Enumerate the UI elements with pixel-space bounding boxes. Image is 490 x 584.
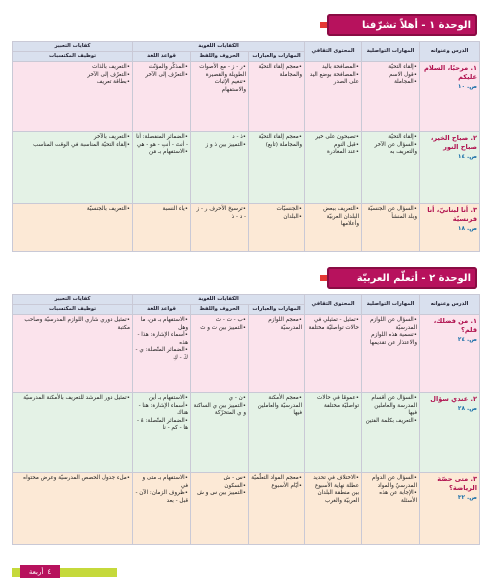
writing-item: •التعرّف إلى الآخر	[87, 71, 131, 78]
grammar-cell	[133, 62, 191, 132]
grammar-cell	[133, 132, 191, 204]
page-footer	[12, 565, 132, 578]
cultural-cell	[305, 473, 362, 545]
comm-item: •السؤال عن الجنسيّة وبلد المنشأ	[367, 206, 418, 220]
lesson-title-cell	[420, 473, 480, 545]
header-group-linguistic: الكفايات اللغوية	[133, 42, 305, 52]
comm-cell	[362, 473, 420, 545]
writing-item: •التعريف بالذات	[92, 64, 131, 71]
comm-cell	[362, 204, 420, 252]
comm-item: •المجاملة	[394, 79, 418, 86]
header-grammar: قواعد اللغة	[133, 52, 191, 62]
sounds-cell	[191, 204, 249, 252]
lesson-title-cell	[420, 132, 480, 204]
lesson-page-ref: ص. ٢٨	[457, 405, 478, 412]
cultural-item: •تمثيل - تمثيلي في حالات تواصليّة مختلفة	[308, 317, 360, 331]
grammar-cell	[133, 204, 191, 252]
cultural-item: •قبل النوم	[334, 141, 360, 148]
sounds-item: •التمييز بين س و ش	[197, 490, 247, 497]
writing-item: •ملء جدول الحصص المدرسيّة وعرض محتواه	[23, 475, 131, 482]
sounds-cell	[191, 473, 249, 545]
sounds-item: •ذ - د	[232, 134, 247, 141]
writing-cell	[13, 315, 133, 393]
skills-cell	[249, 62, 305, 132]
grammar-item: •الاستفهام بـ أين	[148, 395, 189, 402]
writing-cell	[13, 62, 133, 132]
lesson-page-ref: ص. ١٤	[457, 153, 478, 160]
sounds-item: •التمييز بين ت و ث	[200, 324, 247, 331]
cultural-cell	[305, 62, 362, 132]
skills-cell	[249, 204, 305, 252]
header-writing: توظيف المكتسبات	[13, 305, 133, 315]
comm-item: •تسمية هذه اللوازم والاعتذار عن تقديمها	[369, 332, 418, 346]
table-row	[13, 315, 480, 393]
comm-cell	[362, 62, 420, 132]
grammar-item: •أسماء الإشارة: هنا - هناك	[138, 402, 189, 417]
skills-cell	[249, 315, 305, 393]
writing-cell	[13, 393, 133, 473]
grammar-item: •الاستفهام بـ متى و في	[142, 475, 189, 489]
header-group-expression: كفايات التعبير	[13, 42, 133, 52]
skills-item: •أيّام الأسبوع	[271, 482, 303, 489]
table-row	[13, 204, 480, 252]
table-row	[13, 393, 480, 473]
sounds-cell	[191, 315, 249, 393]
cultural-cell	[305, 204, 362, 252]
skills-item: •معجم اللوازم المدرسيّة	[268, 317, 303, 331]
table-row	[13, 132, 480, 204]
grammar-item: •ياء النسبة	[162, 206, 189, 213]
header-group-expression: كفايات التعبير	[13, 295, 133, 305]
lesson-title-cell	[420, 62, 480, 132]
grammar-item: •الضمائر المنفصلة: أنا - أنتَ - أنتِ - هو - هي	[136, 134, 189, 148]
header-skills: المهارات والعبارات	[249, 52, 305, 62]
comm-cell	[362, 393, 420, 473]
page-number-box	[20, 565, 60, 578]
header-communication: المهارات التواصلية	[362, 42, 420, 62]
grammar-item: •الضمائر المتّصلة: ي - كَ - كِ	[135, 347, 189, 361]
grammar-item: •الاستفهام بـ مَن	[149, 149, 189, 156]
header-lesson: الدرس وعنوانه	[420, 42, 480, 62]
grammar-item: •الضمائر المتّصلة: هُ - ها - كم - نا	[136, 417, 189, 432]
comm-item: •الإجابة عن هذه الأسئلة	[379, 490, 418, 504]
skills-cell	[249, 473, 305, 545]
sounds-cell	[191, 62, 249, 132]
lesson-title-cell	[420, 204, 480, 252]
cultural-item: •المصافحة بوضع اليد على الصدر	[309, 71, 360, 86]
grammar-item: •التعرّف إلى الآخر	[145, 71, 189, 78]
page-number: ٤	[47, 567, 52, 576]
writing-cell	[13, 473, 133, 545]
lesson-title: ١. من فضلك، قلم؟	[433, 317, 478, 334]
cultural-cell	[305, 315, 362, 393]
grammar-cell	[133, 393, 191, 473]
cultural-item: •المصافحة باليد	[322, 64, 360, 71]
cultural-item: •عمومًا في حالات تواصليّة مختلفة	[317, 395, 360, 409]
sounds-cell	[191, 132, 249, 204]
lesson-title: ٣. متى حصّة الرياضة؟	[437, 475, 478, 492]
lesson-title: ٢. صباح الخير، صباح النور	[430, 134, 478, 151]
grammar-item: •المذكّر والمؤنّث	[148, 64, 189, 71]
lesson-title: ٣. أنا لبنانيّ، أنا فرنسيّة	[427, 206, 478, 223]
writing-cell	[13, 132, 133, 204]
comm-cell	[362, 132, 420, 204]
page-word: أربعة	[28, 567, 44, 576]
skills-cell	[249, 132, 305, 204]
unit2-title: الوحدة ٢ - أتعلّم العربيّة	[327, 267, 477, 289]
lesson-page-ref: ص. ٣٢	[457, 494, 478, 501]
grammar-item: •أسماء الإشارة: هذا - هذه	[137, 332, 189, 346]
sounds-item: •ر - ز - مع الأصوات الطويلة والقصيرة	[199, 64, 247, 78]
cultural-item: •التعريف ببعض البلدان العربيّة وأعلامها	[323, 206, 360, 228]
sounds-item: •التمييز بين ذ و ز	[205, 141, 247, 148]
skills-item: •معجم المواد التعلّميّة	[251, 475, 303, 482]
writing-item: •التعريف بالجنسيّة	[86, 206, 131, 213]
cultural-cell	[305, 393, 362, 473]
skills-cell	[249, 393, 305, 473]
skills-item: •البلدان	[283, 213, 303, 220]
writing-cell	[13, 204, 133, 252]
lesson-title: ٢. عندي سؤال	[430, 395, 478, 404]
comm-item: •التعريف بكلمة الفتين	[365, 417, 418, 424]
comm-cell	[362, 315, 420, 393]
header-sounds: الحروف واللفظ	[191, 305, 249, 315]
header-sounds: الحروف واللفظ	[191, 52, 249, 62]
table-row	[13, 473, 480, 545]
skills-item: •معجم الأمكنة المدرسيّة والعاملين فيها	[257, 395, 303, 417]
header-writing: توظيف المكتسبات	[13, 52, 133, 62]
writing-item: •إلقاء التحيّة المناسبة في الوقت المناسب	[33, 141, 131, 148]
writing-item: •تمثيل دور المرشد للتعريف بالأمكنة المدرسيّة	[23, 395, 131, 402]
cultural-item: •تصبحون على خير	[315, 134, 360, 141]
grammar-cell	[133, 473, 191, 545]
sounds-item: •ن - ي	[228, 395, 247, 402]
comm-item: •السؤال عن أقسام المدرسة والعاملين فيها	[371, 395, 418, 417]
grammar-item: •ظروف الزمان: الآن - قبل - بعد	[135, 490, 189, 504]
table-row	[13, 62, 480, 132]
comm-item: •السؤال عن الدوام المدرسيّ والمواد	[371, 475, 418, 489]
cultural-cell	[305, 132, 362, 204]
lesson-title-cell	[420, 315, 480, 393]
header-cultural: المحتوى الثقافي	[305, 42, 362, 62]
sounds-cell	[191, 393, 249, 473]
comm-item: •قول الاسم	[389, 71, 418, 78]
header-cultural: المحتوى الثقافي	[305, 295, 362, 315]
header-communication: المهارات التواصلية	[362, 295, 420, 315]
lesson-page-ref: ص. ٢٤	[457, 336, 478, 343]
lesson-title: ١. مرحبًا، السلام عليكم	[424, 64, 478, 81]
comm-item: •إلقاء التحيّة	[388, 64, 418, 71]
lesson-page-ref: ص. ١٨	[457, 225, 478, 232]
skills-item: •معجم إلقاء التحيّة والمجاملة	[258, 64, 303, 78]
cultural-item: •عند المغادرة	[326, 149, 360, 156]
lesson-page-ref: ص. ١٠	[457, 83, 478, 90]
header-lesson: الدرس وعنوانه	[420, 295, 480, 315]
unit2-table	[12, 294, 480, 545]
sounds-item: •ب - ت - ث	[215, 317, 247, 324]
grammar-cell	[133, 315, 191, 393]
comm-item: •السؤال عن الآخر والتعريف به	[374, 141, 418, 156]
comm-item: •إلقاء التحيّة	[388, 134, 418, 141]
cultural-item: •الاختلاف في تحديد عطلة نهاية الأسبوع بين منطقة البلدان العربيّة والغرب	[313, 475, 360, 504]
sounds-item: •س - ش	[223, 475, 247, 482]
unit1-table	[12, 41, 480, 252]
sounds-item: •التمييز بين ي الساكنة و ي المتحرّكة	[193, 402, 247, 417]
grammar-item: •الاستفهام بـ مَن، ما وهل	[140, 317, 189, 331]
skills-item: •معجم إلقاء التحيّة والمجاملة (تابع)	[258, 134, 303, 148]
header-group-linguistic: الكفايات اللغوية	[133, 295, 305, 305]
writing-item: •التعريف بالآخر	[93, 134, 131, 141]
sounds-item: •السكون	[224, 482, 247, 489]
unit1-title: الوحدة ١ - أهلاً تشرّفنا	[327, 14, 477, 36]
sounds-item: •ترسيخ الأحرف ر - ز - د - ذ	[196, 206, 247, 220]
writing-item: •تمثيل دوري شاري اللوازم المدرسيّة وصاحب مكتبة	[24, 317, 131, 331]
sounds-item: •تنغيم الإثبات والاستفهام	[214, 79, 247, 93]
header-grammar: قواعد اللغة	[133, 305, 191, 315]
comm-item: •السؤال عن اللوازم المدرسيّة	[370, 317, 418, 331]
header-skills: المهارات والعبارات	[249, 305, 305, 315]
writing-item: •بطاقة تعريف	[96, 79, 131, 86]
skills-item: •الجنسيّات	[276, 206, 303, 213]
lesson-title-cell	[420, 393, 480, 473]
